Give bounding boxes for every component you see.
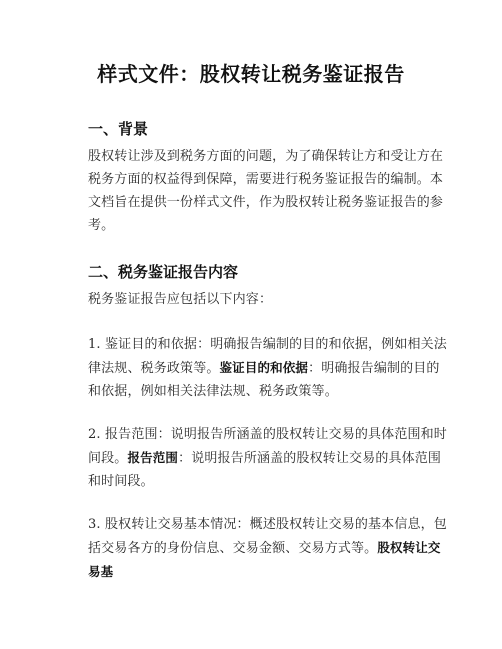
background-paragraph: 股权转让涉及到税务方面的问题，为了确保转让方和受让方在税务方面的权益得到保障，需要进行税务鉴证报告的编制。本文档旨在提供一份样式文件，作为股权转让税务鉴证报告的参考。	[88, 149, 444, 233]
report-item-1-bold-term: 鉴证目的和依据	[219, 360, 309, 375]
document-content	[88, 118, 448, 597]
report-item-3-bold-term: 股权转让交易基	[88, 540, 441, 579]
report-item-2-bold-term: 报告范围	[127, 450, 179, 465]
report-item-2-text: 报告范围：说明报告所涵盖的股权转让交易的具体范围和时间段。	[88, 427, 447, 466]
report-item-2	[88, 423, 448, 493]
report-item-3-number: 3.	[88, 517, 101, 532]
section-heading-background: 一、背景	[88, 120, 149, 138]
report-item-3-text: 股权转让交易基本情况：概述股权转让交易的基本信息，包括交易各方的身份信息、交易金额、交易方式等。	[88, 517, 447, 556]
report-item-2-number: 2.	[88, 427, 101, 442]
report-item-1-text: 鉴证目的和依据：明确报告编制的目的和依据，例如相关法律法规、税务政策等。	[88, 337, 447, 376]
report-content-intro: 税务鉴证报告应包括以下内容：	[88, 292, 273, 307]
section-heading-report-content: 二、税务鉴证报告内容	[88, 263, 239, 281]
document-title: 样式文件：股权转让税务鉴证报告	[97, 62, 405, 86]
report-item-3	[88, 513, 448, 584]
report-item-1-repeat-text: ：明确报告编制的目的和依据，例如相关法律法规、税务政策等。	[88, 361, 440, 399]
report-item-2-repeat-text: ：说明报告所涵盖的股权转让交易的具体范围和时间段。	[88, 451, 442, 489]
report-item-1	[88, 333, 448, 403]
report-item-1-number: 1.	[88, 337, 101, 352]
